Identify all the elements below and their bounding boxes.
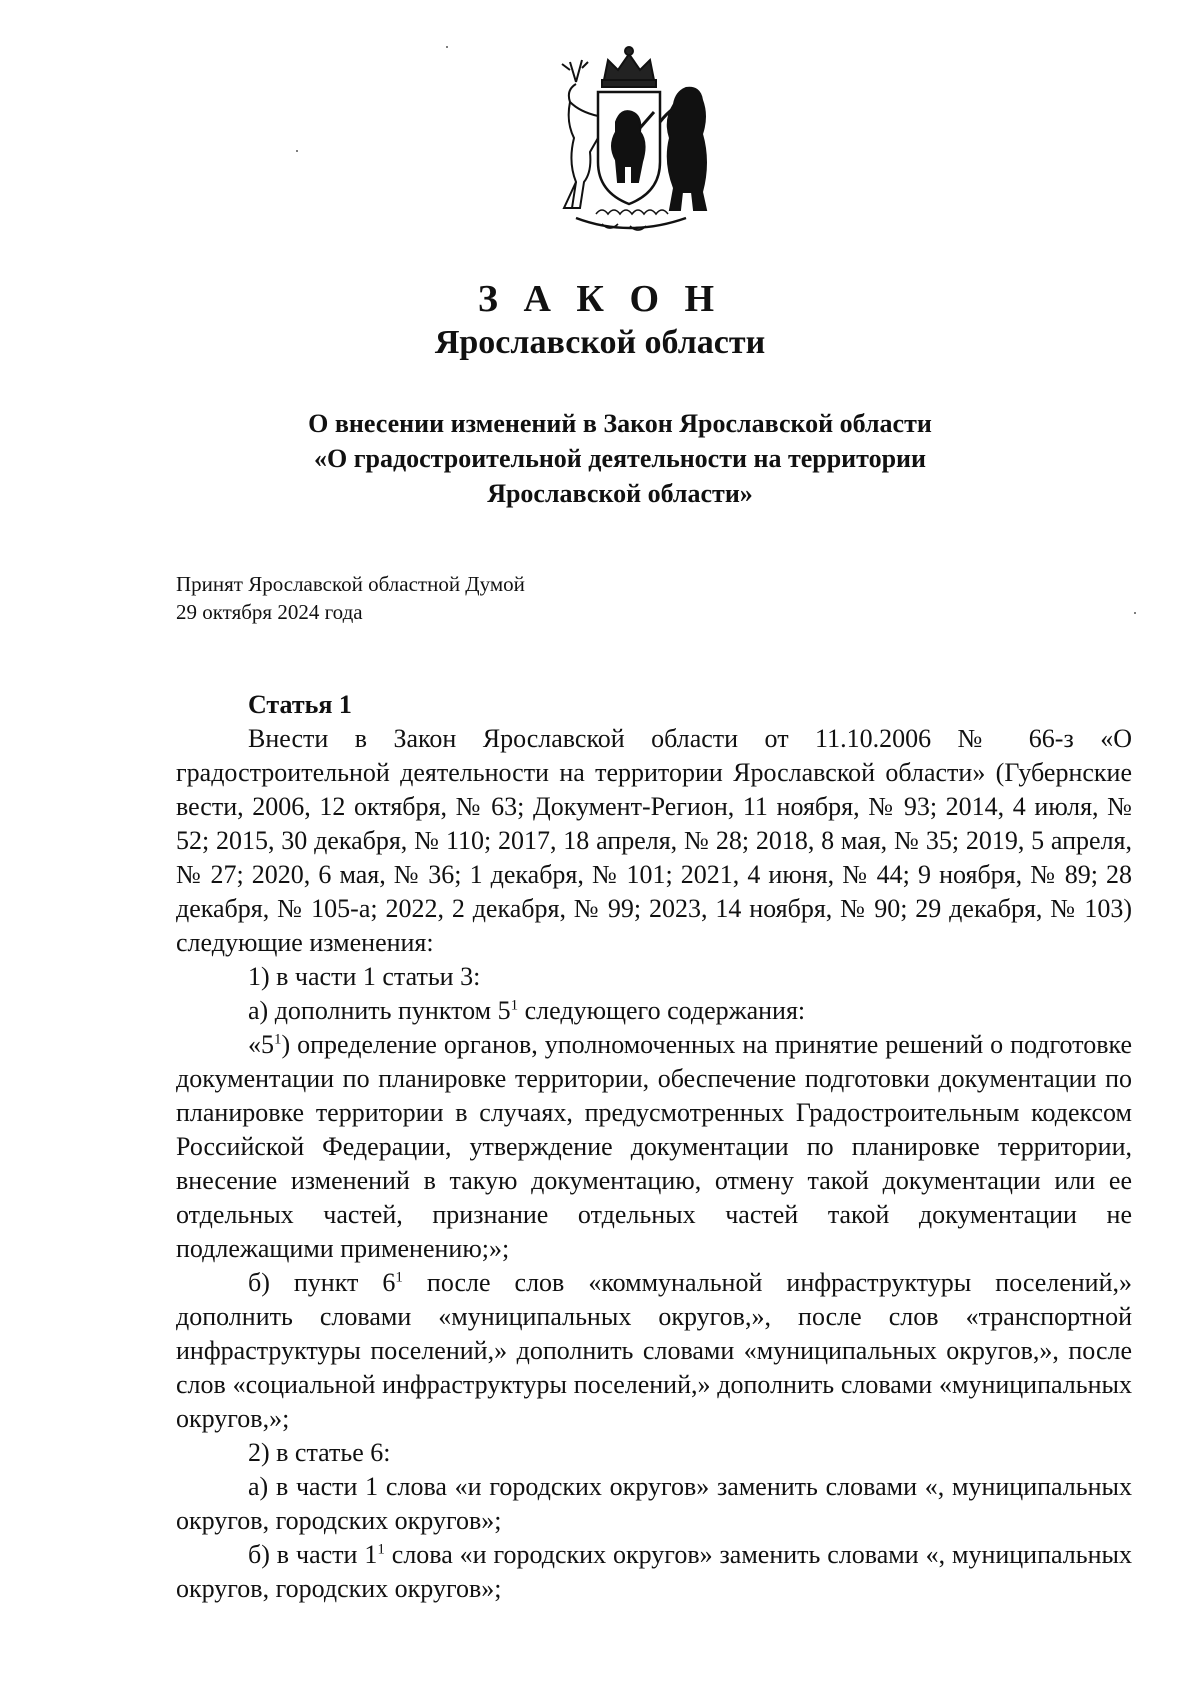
superscript-index: 1 <box>377 1541 385 1558</box>
paragraph <box>176 1028 1132 1266</box>
paragraph <box>176 1538 1132 1606</box>
scan-speck <box>296 150 298 152</box>
coat-of-arms-yaroslavl-oblast-icon <box>536 42 722 238</box>
adoption-note <box>176 570 525 626</box>
law-subject-line: «О градостроительной деятельности на территории <box>313 444 927 473</box>
document-type-title: З А К О Н <box>477 278 723 320</box>
adoption-date: 29 октября 2024 года <box>176 600 363 624</box>
issuer-region-title: Ярославской области <box>434 324 766 361</box>
superscript-index: 1 <box>274 1031 282 1048</box>
paragraph-text: б) в части 1 <box>248 1540 378 1569</box>
paragraph-text: после слов «коммунальной инфраструктуры поселений,» дополнить словами «муниципальных округов,», после слов «транспортной инфраструктуры поселений,» дополнить словами «муниципальных округов,», после слов «социальной инфраструктуры поселений,» дополнить словами «муниципальных округов,»; <box>176 1268 1132 1433</box>
article-body <box>176 688 1132 1606</box>
paragraph: 2) в статье 6: <box>248 1438 391 1467</box>
paragraph-text: б) пункт 6 <box>248 1268 396 1297</box>
law-subject-line: О внесении изменений в Закон Ярославской области <box>308 409 932 438</box>
paragraph-text: слова «и городских округов» заменить словами «, муниципальных округов, городских округов»; <box>176 1540 1132 1603</box>
law-subject-line: Ярославской области» <box>487 479 753 508</box>
paragraph <box>176 994 1132 1028</box>
paragraph: Внести в Закон Ярославской области от 11.10.2006 № 66-з «О градостроительной деятельности на территории Ярославской области» (Губернские вести, 2006, 12 октября, № 63; Документ-Регион, 11 ноября, № 93; 2014, 4 июля, № 52; 2015, 30 декабря, № 110; 2017, 18 апреля, № 28; 2018, 8 мая, № 35; 2019, 5 апреля, № 27; 2020, 6 мая, № 36; 1 декабря, № 101; 2021, 4 июня, № 44; 9 ноября, № 89; 28 декабря, № 105-а; 2022, 2 декабря, № 99; 2023, 14 ноября, № 90; 29 декабря, № 103) следующие изменения: <box>176 724 1132 957</box>
paragraph-text: «5 <box>248 1030 274 1059</box>
paragraph-text: следующего содержания: <box>518 996 806 1025</box>
paragraph: 1) в части 1 статьи 3: <box>248 962 481 991</box>
superscript-index: 1 <box>395 1269 403 1286</box>
adopted-by: Принят Ярославской областной Думой <box>176 572 525 596</box>
scan-speck <box>446 46 448 48</box>
paragraph: а) в части 1 слова «и городских округов» заменить словами «, муниципальных округов, городских округов»; <box>176 1472 1132 1535</box>
law-subject-title <box>240 406 1000 511</box>
paragraph <box>176 1266 1132 1436</box>
article-heading: Статья 1 <box>248 690 352 719</box>
superscript-index: 1 <box>510 997 519 1014</box>
paragraph-text: а) дополнить пунктом 5 <box>248 996 511 1025</box>
paragraph-text: ) определение органов, уполномоченных на принятие решений о подготовке документации по планировке территории, обеспечение подготовки документации по планировке территории в случаях, предусмотренных Градостроительным кодексом Российской Федерации, утверждение документации по планировке территории, внесение изменений в такую документацию, отмену такой документации или ее отдельных частей, признание отдельных частей такой документации не подлежащими применению;»; <box>176 1030 1132 1263</box>
scan-speck <box>1134 612 1136 614</box>
